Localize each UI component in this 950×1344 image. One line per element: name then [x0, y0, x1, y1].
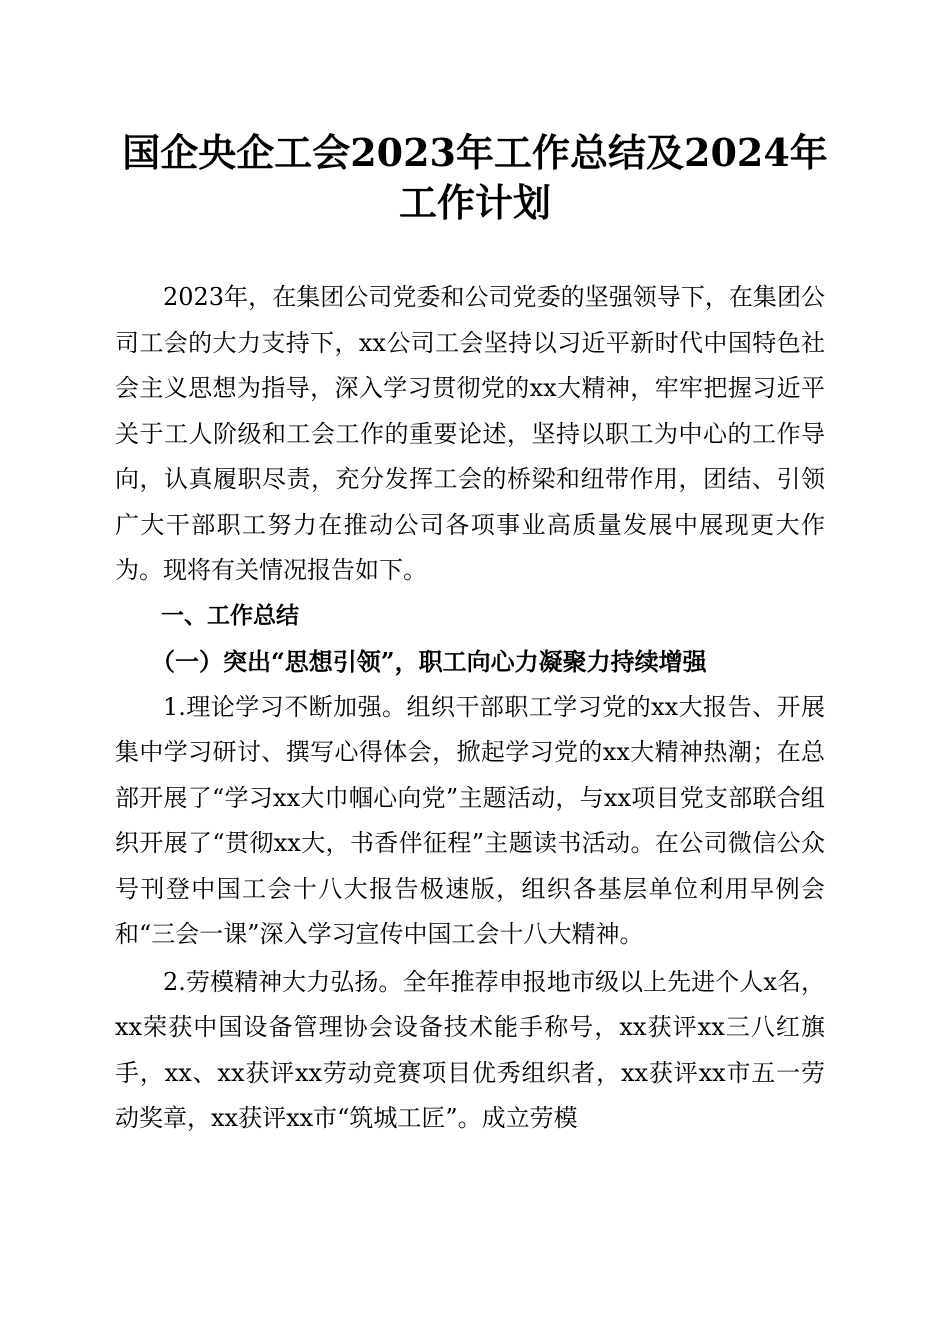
paragraph-theory-study: 1.理论学习不断加强。组织干部职工学习党的xx大报告、开展集中学习研讨、撰写心得体会，掀起学习党的xx大精神热潮；在总部开展了“学习xx大巾帼心向党”主题活动，与xx项目党支部联合组织开展了“贯彻xx大，书香伴征程”主题读书活动。在公司微信公众号刊登中国工会十八大报告极速版，组织各基层单位利用早例会和“三会一课”深入学习宣传中国工会十八大精神。: [115, 692, 825, 948]
paragraph-model-worker: 2.劳模精神大力弘扬。全年推荐申报地市级以上先进个人x名，xx荣获中国设备管理协会设备技术能手称号，xx获评xx三八红旗手，xx、xx获评xx劳动竞赛项目优秀组织者，xx获评xx市五一劳动奖章，xx获评xx市“筑城工匠”。成立劳模: [115, 967, 825, 1132]
intro-paragraph: 2023年，在集团公司党委和公司党委的坚强领导下，在集团公司工会的大力支持下，xx公司工会坚持以习近平新时代中国特色社会主义思想为指导，深入学习贯彻党的xx大精神，牢牢把握习近平关于工人阶级和工会工作的重要论述，坚持以职工为中心的工作导向，认真履职尽责，充分发挥工会的桥梁和纽带作用，团结、引领广大干部职工努力在推动公司各项事业高质量发展中展现更大作为。现将有关情况报告如下。: [115, 283, 825, 584]
section-heading: 一、工作总结: [161, 602, 299, 629]
document-body: [115, 275, 825, 1142]
document-title: 国企央企工会2023年工作总结及2024年工作计划: [122, 130, 828, 225]
subsection-heading: （一）突出“思想引领”，职工向心力凝聚力持续增强: [151, 647, 707, 676]
